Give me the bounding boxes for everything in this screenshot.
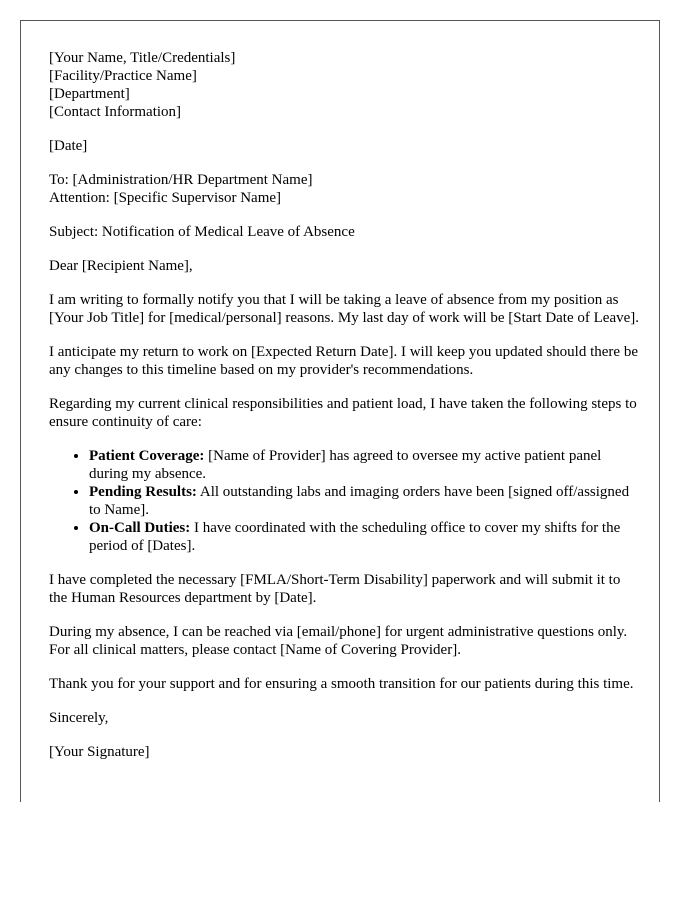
list-item-label: Pending Results: [89,484,197,500]
recipient-block [49,171,639,207]
paragraph-return: I anticipate my return to work on [Expected Return Date]. I will keep you updated should there be any changes to this timeline based on my provider's recommendations. [49,344,638,378]
sender-facility: [Facility/Practice Name] [49,68,197,84]
list-item-label: On-Call Duties: [89,520,191,536]
paragraph-contact: During my absence, I can be reached via [email/phone] for urgent administrative questions only. For all clinical matters, please contact [Name of Covering Provider]. [49,624,628,658]
subject-line: Subject: Notification of Medical Leave of Absence [49,224,355,240]
letter-page [20,20,660,802]
sender-contact: [Contact Information] [49,104,182,120]
letter-date: [Date] [49,138,88,154]
list-item-pending-results [89,483,639,519]
continuity-list [49,447,639,555]
list-item-text: I have coordinated with the scheduling office to cover my shifts for the period of [Dates]. [89,520,621,554]
paragraph-thanks: Thank you for your support and for ensuring a smooth transition for our patients during this time. [49,676,634,692]
sender-block [49,49,639,121]
sender-name: [Your Name, Title/Credentials] [49,50,236,66]
signature: [Your Signature] [49,744,150,760]
list-item-text: All outstanding labs and imaging orders have been [signed off/assigned to Name]. [89,484,630,518]
list-item-patient-coverage [89,447,639,483]
list-item-text: [Name of Provider] has agreed to oversee my active patient panel during my absence. [89,448,602,482]
recipient-to: To: [Administration/HR Department Name] [49,172,313,188]
closing: Sincerely, [49,710,109,726]
list-item-on-call-duties [89,519,639,555]
paragraph-responsibilities: Regarding my current clinical responsibilities and patient load, I have taken the following steps to ensure continuity of care: [49,396,637,430]
paragraph-notification: I am writing to formally notify you that I will be taking a leave of absence from my position as [Your Job Title] for [medical/personal] reasons. My last day of work will be [Start Date of Leave]. [49,292,640,326]
letter-body [49,49,639,777]
paragraph-paperwork: I have completed the necessary [FMLA/Short-Term Disability] paperwork and will submit it to the Human Resources department by [Date]. [49,572,621,606]
recipient-attention: Attention: [Specific Supervisor Name] [49,190,282,206]
salutation: Dear [Recipient Name], [49,258,193,274]
list-item-label: Patient Coverage: [89,448,205,464]
sender-department: [Department] [49,86,130,102]
